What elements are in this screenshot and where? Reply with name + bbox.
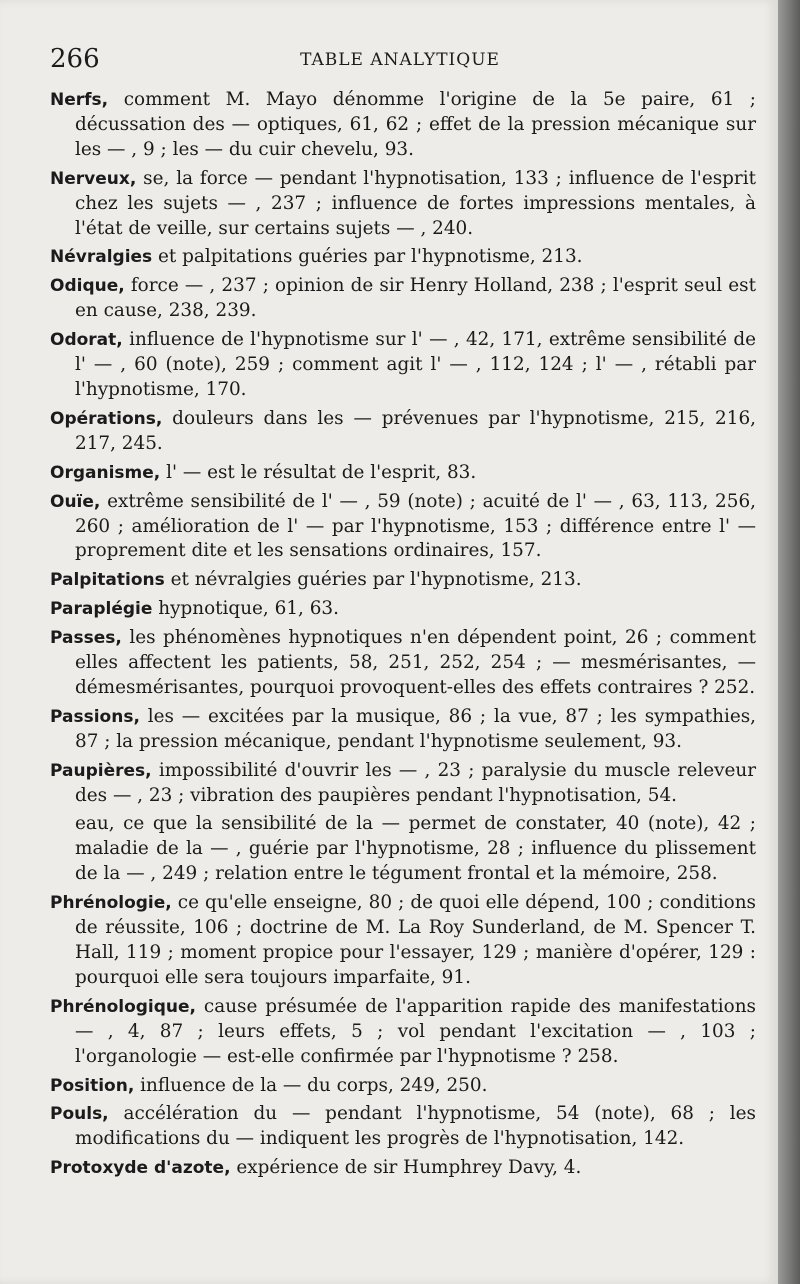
entry-heading: Palpitations	[50, 570, 165, 591]
entry-text: douleurs dans les — prévenues par l'hypnotisme, 215, 216, 217, 245.	[75, 407, 756, 454]
entry-text: les — excitées par la musique, 86 ; la vue, 87 ; les sympathies, 87 ; la pression mécanique, pendant l'hypnotisme seulement, 93.	[75, 705, 756, 752]
index-entry	[50, 274, 756, 324]
entry-heading: Paupières,	[50, 760, 152, 781]
entry-text: force — , 237 ; opinion de sir Henry Holland, 238 ; l'esprit seul est en cause, 238, 239.	[75, 275, 756, 322]
entry-text: influence de la — du corps, 249, 250.	[134, 1074, 488, 1096]
index-entries	[50, 88, 756, 1185]
running-head: TABLE ANALYTIQUE	[300, 50, 500, 70]
index-entry	[50, 407, 756, 457]
entry-heading: Passions,	[50, 706, 140, 727]
entry-heading: Phrénologie,	[50, 893, 172, 914]
entry-heading: Phrénologique,	[50, 996, 197, 1017]
entry-text: les phénomènes hypnotiques n'en dépendent point, 26 ; comment elles affectent les patients, 58, 251, 252, 254 ; — mesmérisantes, — démesmérisantes, pourquoi provoquent-elles des effets contraires ? 252.	[75, 627, 756, 698]
entry-heading: Paraplégie	[50, 599, 153, 620]
entry-heading: Nerfs,	[50, 90, 109, 110]
entry-heading: Odorat,	[50, 330, 123, 351]
index-entry	[50, 891, 756, 991]
entry-text: accélération du — pendant l'hypnotisme, 54 (note), 68 ; les modifications du — indiquent les progrès de l'hypnotisation, 142.	[75, 1103, 756, 1150]
index-entry	[50, 1156, 756, 1181]
entry-heading: Passes,	[50, 628, 122, 649]
entry-heading: Névralgies	[50, 247, 153, 268]
entry-text: hypnotique, 61, 63.	[152, 598, 339, 620]
index-entry	[50, 490, 756, 565]
index-entry	[50, 759, 756, 809]
index-entry	[50, 461, 756, 486]
page-number: 266	[50, 44, 100, 74]
entry-heading: Position,	[50, 1075, 135, 1096]
entry-heading: Odique,	[50, 276, 125, 297]
page-header	[50, 44, 750, 80]
entry-heading: Protoxyde d'azote,	[50, 1158, 231, 1179]
index-entry	[50, 597, 756, 622]
index-entry	[50, 1074, 756, 1099]
entry-text: eau, ce que la sensibilité de la — permet de constater, 40 (note), 42 ; maladie de la — , guérie par l'hypnotisme, 28 ; influence du plissement de la — , 249 ; relation entre le tégument frontal et la mémoire, 258.	[75, 813, 756, 885]
entry-text: et névralgies guéries par l'hypnotisme, 213.	[164, 569, 582, 591]
index-entry	[50, 1102, 756, 1152]
index-entry	[50, 705, 756, 755]
entry-heading: Opérations,	[50, 408, 163, 429]
entry-heading: Organisme,	[50, 462, 161, 483]
entry-text: ce qu'elle enseigne, 80 ; de quoi elle dépend, 100 ; conditions de réussite, 106 ; doctrine de M. La Roy Sunderland, de M. Spencer T. Hall, 119 ; moment propice pour l'essayer, 129 ; manière d'opérer, 129 : pourquoi elle sera toujours imparfaite, 91.	[75, 892, 756, 988]
entry-text: comment M. Mayo dénomme l'origine de la 5e paire, 61 ; décussation des — optiques, 61, 62 ; effet de la pression mécanique sur les — , 9 ; les — du cuir chevelu, 93.	[75, 89, 756, 160]
entry-heading: Pouls,	[50, 1104, 109, 1125]
entry-text: se, la force — pendant l'hypnotisation, 133 ; influence de l'esprit chez les sujets — , 237 ; influence de fortes impressions mentales, à l'état de veille, sur certains sujets — , 240.	[75, 167, 756, 239]
index-entry	[50, 245, 756, 270]
index-entry	[50, 568, 756, 593]
entry-text: impossibilité d'ouvrir les — , 23 ; paralysie du muscle releveur des — , 23 ; vibration des paupières pendant l'hypnotisation, 54.	[75, 759, 756, 806]
index-entry	[50, 626, 756, 701]
entry-heading: Nerveux,	[50, 168, 137, 189]
entry-text: expérience de sir Humphrey Davy, 4.	[230, 1157, 582, 1179]
entry-text: cause présumée de l'apparition rapide des manifestations — , 4, 87 ; leurs effets, 5 ; vol pendant l'excitation — , 103 ; l'organologie — est-elle confirmée par l'hypnotisme ? 258.	[75, 995, 756, 1067]
page-edge	[778, 0, 800, 1284]
index-entry	[50, 328, 756, 403]
entry-text: extrême sensibilité de l' — , 59 (note) ; acuité de l' — , 63, 113, 256, 260 ; amélioration de l' — par l'hypnotisme, 153 ; différence entre l' — proprement dite et les sensations ordinaires, 157.	[75, 490, 756, 562]
entry-text: l' — est le résultat de l'esprit, 83.	[160, 461, 477, 483]
entry-text: influence de l'hypnotisme sur l' — , 42, 171, extrême sensibilité de l' — , 60 (note), 259 ; comment agit l' — , 112, 124 ; l' — , rétabli par l'hypnotisme, 170.	[75, 329, 756, 400]
entry-heading: Ouïe,	[50, 491, 101, 512]
index-entry	[50, 167, 756, 242]
entry-text: et palpitations guéries par l'hypnotisme, 213.	[152, 246, 583, 268]
index-entry	[50, 995, 756, 1070]
index-entry	[50, 88, 756, 163]
index-entry	[50, 812, 756, 887]
